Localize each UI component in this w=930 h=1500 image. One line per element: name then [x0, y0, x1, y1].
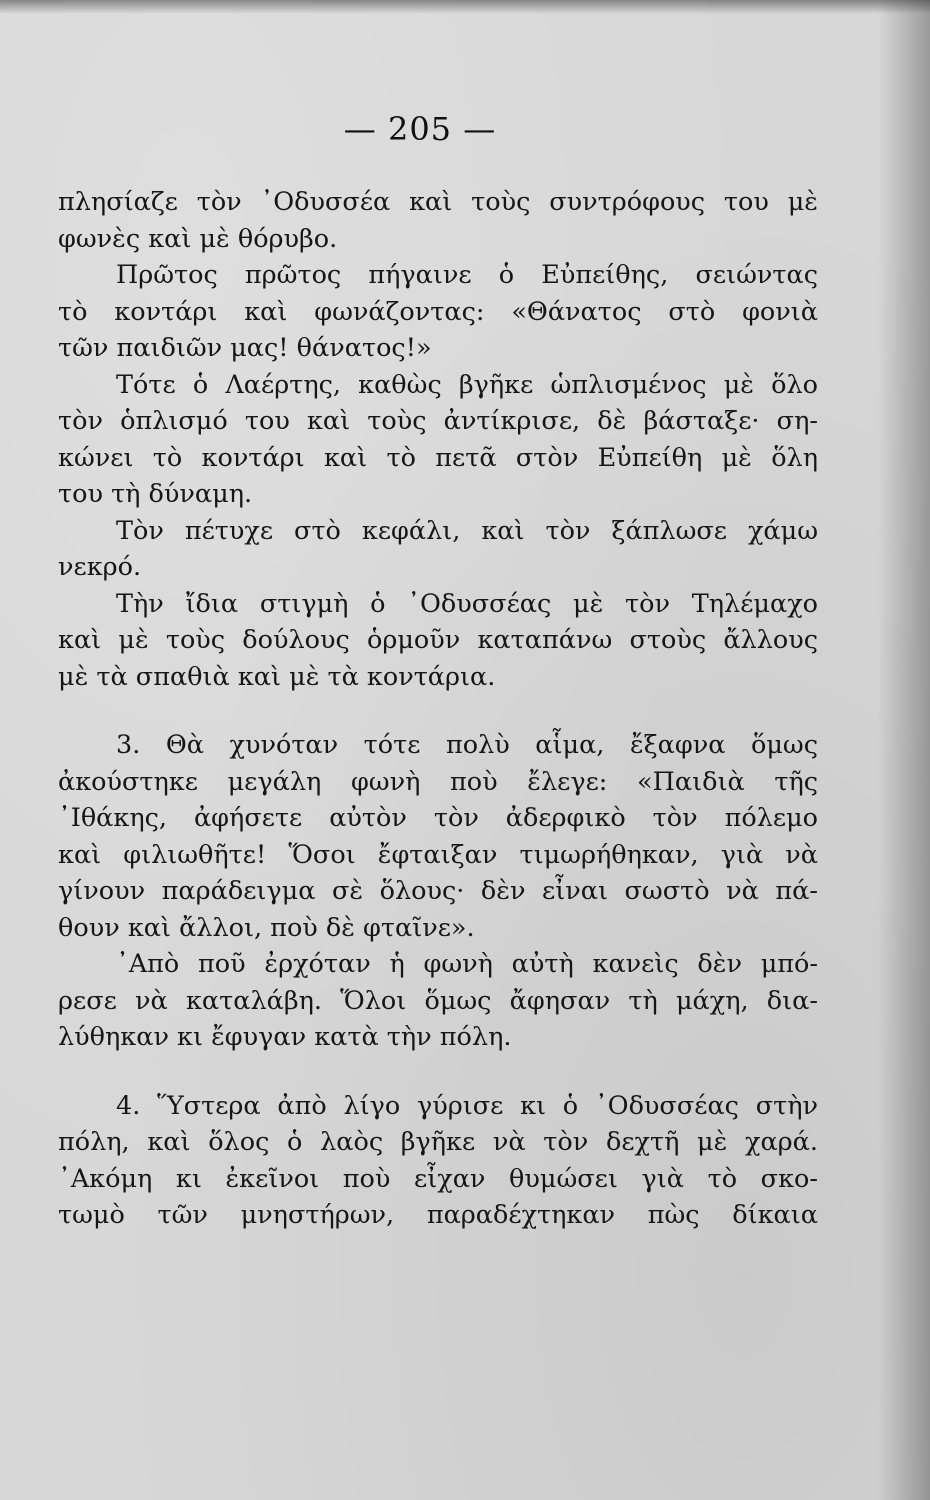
page-number: — 205 — [343, 110, 497, 148]
body-text [58, 184, 818, 1234]
text-line: ᾿Απὸ ποῦ ἐρχόταν ἡ φωνὴ αὐτὴ κανεὶς δὲν μπό- [116, 949, 818, 979]
text-line: 3. Θὰ χυνόταν τότε πολὺ αἷμα, ἔξαφνα ὅμως [116, 730, 818, 760]
text-line: τὸ κοντάρι καὶ φωνάζοντας: «Θάνατος στὸ φονιὰ [58, 296, 818, 327]
text-line: καὶ φιλιωθῆτε! Ὅσοι ἔφταιξαν τιμωρήθηκαν, γιὰ νὰ [58, 839, 818, 870]
text-line: ρεσε νὰ καταλάβη. Ὅλοι ὅμως ἄφησαν τὴ μάχη, δια- [58, 985, 818, 1016]
text-line: Τὸν πέτυχε στὸ κεφάλι, καὶ τὸν ξάπλωσε χάμω [116, 515, 818, 546]
text-line: Τότε ὁ Λαέρτης, καθὼς βγῆκε ὡπλισμένος μὲ ὅλο [116, 369, 818, 400]
text-line: κώνει τὸ κοντάρι καὶ τὸ πετᾶ στὸν Εὐπείθη μὲ ὅλη [58, 442, 818, 473]
text-line: ἀκούστηκε μεγάλη φωνὴ ποὺ ἔλεγε: «Παιδιὰ τῆς [58, 766, 818, 797]
text-line: του τὴ δύναμη. [58, 479, 253, 509]
page-top-shadow [0, 0, 930, 14]
text-line: ᾿Ακόμη κι ἐκεῖνοι ποὺ εἶχαν θυμώσει γιὰ τὸ σκο- [58, 1163, 818, 1194]
text-line: Τὴν ἴδια στιγμὴ ὁ ᾿Οδυσσέας μὲ τὸν Τηλέμαχο [116, 588, 818, 619]
text-line: καὶ μὲ τοὺς δούλους ὁρμοῦν καταπάνω στοὺς ἄλλους [58, 625, 818, 655]
text-line: μὲ τὰ σπαθιὰ καὶ μὲ τὰ κοντάρια. [58, 661, 496, 692]
text-line: θουν καὶ ἄλλοι, ποὺ δὲ φταῖνε». [58, 912, 475, 943]
text-line: γίνουν παράδειγμα σὲ ὅλους· δὲν εἶναι σωστὸ νὰ πά- [58, 876, 818, 906]
text-line: τωμὸ τῶν μνηστήρων, παραδέχτηκαν πὼς δίκαια [58, 1200, 818, 1230]
text-line: τῶν παιδιῶν μας! θάνατος!» [58, 333, 432, 363]
section-gap [58, 695, 818, 727]
section-gap [58, 1056, 818, 1088]
text-line: 4. Ὕστερα ἀπὸ λίγο γύρισε κι ὁ ᾿Οδυσσέας στὴν [116, 1090, 818, 1121]
text-line: πλησίαζε τὸν ᾿Οδυσσέα καὶ τοὺς συντρόφους του μὲ [58, 187, 818, 217]
text-line: πόλη, καὶ ὅλος ὁ λαὸς βγῆκε νὰ τὸν δεχτῆ μὲ χαρά. [58, 1127, 818, 1157]
text-line: φωνὲς καὶ μὲ θόρυβο. [58, 223, 338, 254]
page-right-shadow [878, 0, 930, 1500]
text-line: ᾿Ιθάκης, ἀφήσετε αὐτὸν τὸν ἀδερφικὸ τὸν πόλεμο [58, 803, 818, 833]
text-line: λύθηκαν κι ἔφυγαν κατὰ τὴν πόλη. [58, 1022, 512, 1052]
text-line: τὸν ὁπλισμό του καὶ τοὺς ἀντίκρισε, δὲ βάσταξε· ση- [58, 406, 818, 436]
text-line: νεκρό. [58, 552, 142, 582]
text-line: Πρῶτος πρῶτος πήγαινε ὁ Εὐπείθης, σειώντας [116, 260, 818, 290]
